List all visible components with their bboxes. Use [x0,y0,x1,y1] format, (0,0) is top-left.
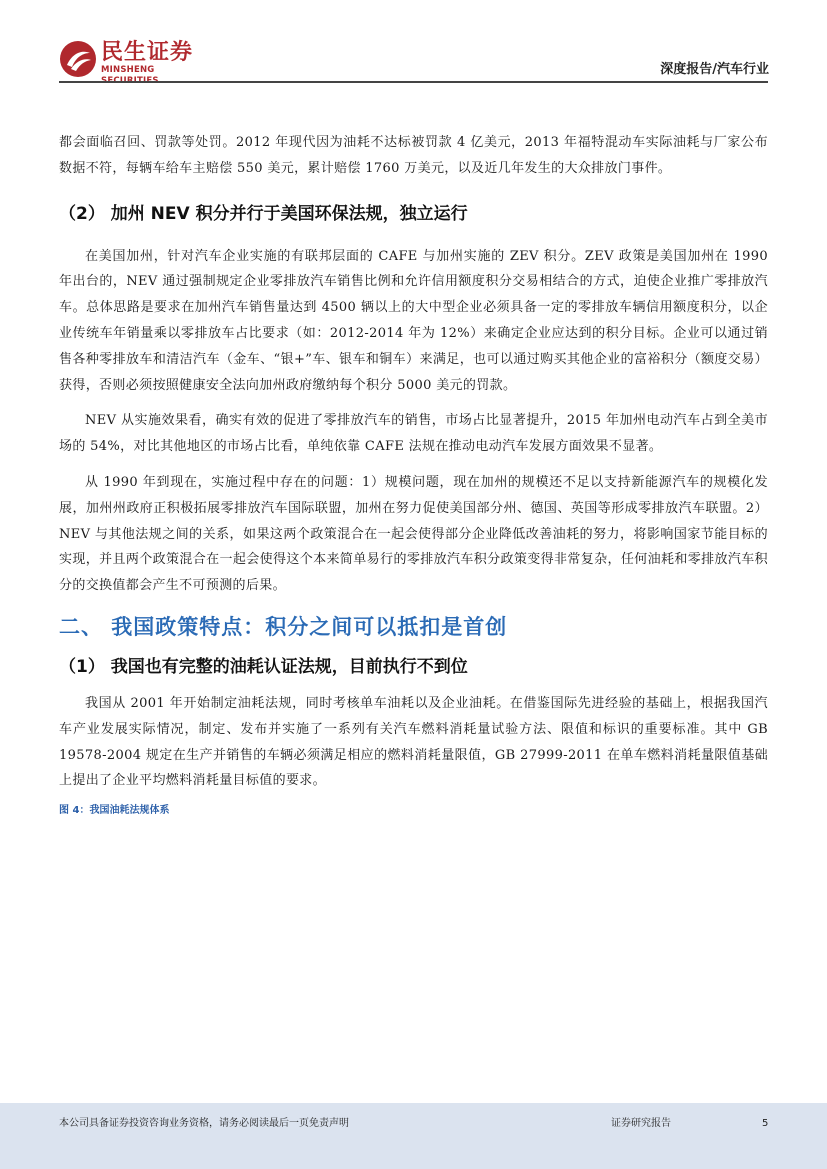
paragraph-5: 我国从 2001 年开始制定油耗法规，同时考核单车油耗以及企业油耗。在借鉴国际先进经验的基础上，根据我国汽车产业发展实际情况，制定、发布并实施了一系列有关汽车燃料消耗量试验方法、限值和标识的重要标准。其中 GB 19578-2004 规定在生产并销售的车辆必须满足相应的燃料消耗量限值，GB 27999-2011 在单车燃料消耗量限值基础上提出了企业平均燃料消耗量目标值的要求。 [59,695,768,789]
paragraph-2: 在美国加州，针对汽车企业实施的有联邦层面的 CAFE 与加州实施的 ZEV 积分。ZEV 政策是美国加州在 1990 年出台的，NEV 通过强制规定企业零排放汽车销售比例和允许信用额度积分交易相结合的方式，迫使企业推广零排放汽车。总体思路是要求在加州汽车销售量达到 4500 辆以上的大中型企业必须具备一定的零排放车辆信用额度积分，以企业传统车年销量乘以零排放车占比要求（如：2012-2014 年为 12%）来确定企业应达到的积分目标。企业可以通过销售各种零排放车和清洁汽车（金车、“银+”车、银车和铜车）来满足，也可以通过购买其他企业的富裕积分（额度交易）获得，否则必须按照健康安全法向加州政府缴纳每个积分 5000 美元的罚款。 [59,248,768,393]
logo-chinese-name: 民生证券 [101,40,194,65]
page-footer [0,1103,827,1169]
paragraph-1: 都会面临召回、罚款等处罚。2012 年现代因为油耗不达标被罚款 4 亿美元，2013 年福特混动车实际油耗与厂家公布数据不符，每辆车给车主赔偿 550 美元，累计赔偿 1760 万美元，以及近几年发生的大众排放门事件。 [59,135,768,176]
page-number: 5 [762,1118,769,1129]
subheading-california-nev: （2） 加州 NEV 积分并行于美国环保法规，独立运行 [59,203,468,224]
company-logo [59,40,209,78]
header-divider [59,81,768,83]
report-type: 深度报告/汽车行业 [660,62,769,77]
footer-report-label: 证券研究报告 [611,1118,671,1129]
paragraph-3: NEV 从实施效果看，确实有效的促进了零排放汽车的销售，市场占比显著提升，2015 年加州电动汽车占到全美市场的 54%，对比其他地区的市场占比看，单纯依靠 CAFE 法规在推动电动汽车发展方面效果不显著。 [59,413,768,455]
main-content [59,130,768,818]
footer-disclaimer: 本公司具备证券投资咨询业务资格，请务必阅读最后一页免责声明 [59,1118,349,1129]
page-header [0,0,827,82]
paragraph-4: 从 1990 年到现在，实施过程中存在的问题：1）规模问题，现在加州的规模还不足以支持新能源汽车的规模化发展，加州州政府正积极拓展零排放汽车国际联盟，加州在努力促使美国部分州、德国、英国等形成零排放汽车联盟。2）NEV 与其他法规之间的关系，如果这两个政策混合在一起会使得部分企业降低改善油耗的努力，将影响国家节能目标的实现，并且两个政策混合在一起会使得这个本来简单易行的零排放汽车积分政策变得非常复杂，任何油耗和零排放汽车积分的交换值都会产生不可预测的后果。 [59,474,768,594]
logo-english-name: MINSHENG [101,65,155,75]
figure-caption: 图 4：我国油耗法规体系 [59,805,170,817]
subheading-china-fuel: （1） 我国也有完整的油耗认证法规，目前执行不到位 [59,656,468,677]
section-heading-2: 二、 我国政策特点：积分之间可以抵扣是首创 [59,614,508,639]
minsheng-logo-icon [59,40,97,78]
